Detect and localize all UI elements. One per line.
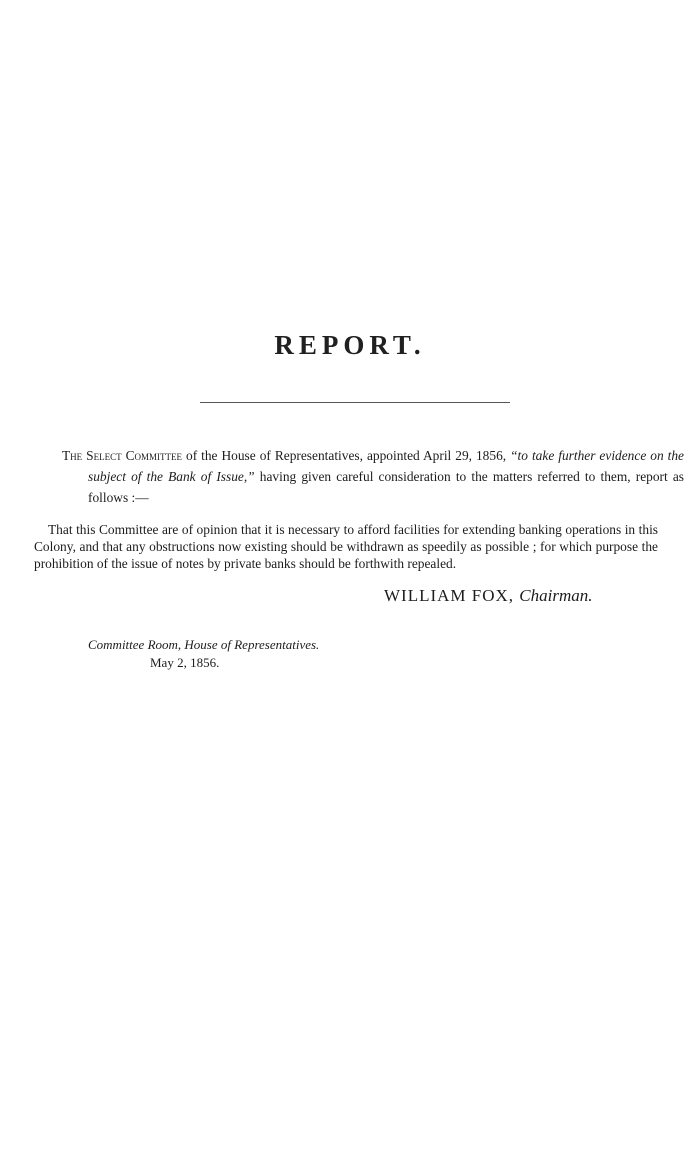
signature-line bbox=[384, 586, 593, 606]
quoted-reference: “to take further evidence on the subject of the Bank of Issue,” bbox=[88, 448, 684, 485]
title-divider bbox=[200, 402, 510, 403]
report-title: REPORT. bbox=[274, 330, 426, 360]
intro-text-b: having given careful consideration to the matters referred to them, report as follows :— bbox=[88, 469, 684, 506]
committee-intro-paragraph bbox=[62, 445, 684, 508]
date-line: May 2, 1856. bbox=[150, 655, 220, 670]
chairman-role: Chairman. bbox=[519, 586, 593, 605]
committee-name: The Select Committee bbox=[62, 448, 183, 464]
intro-text-a: of the House of Representatives, appointed April 29, 1856, bbox=[182, 448, 511, 464]
resolution-paragraph: That this Committee are of opinion that it is necessary to afford facilities for extending banking operations in this Colony, and that any obstructions now existing should be withdrawn as speedily as possible ; for which purpose the prohibition of the issue of notes by private banks should be forthwith repealed. bbox=[34, 522, 658, 572]
place-line: Committee Room, House of Representatives. bbox=[88, 637, 320, 652]
chairman-name: WILLIAM FOX, bbox=[384, 586, 515, 605]
